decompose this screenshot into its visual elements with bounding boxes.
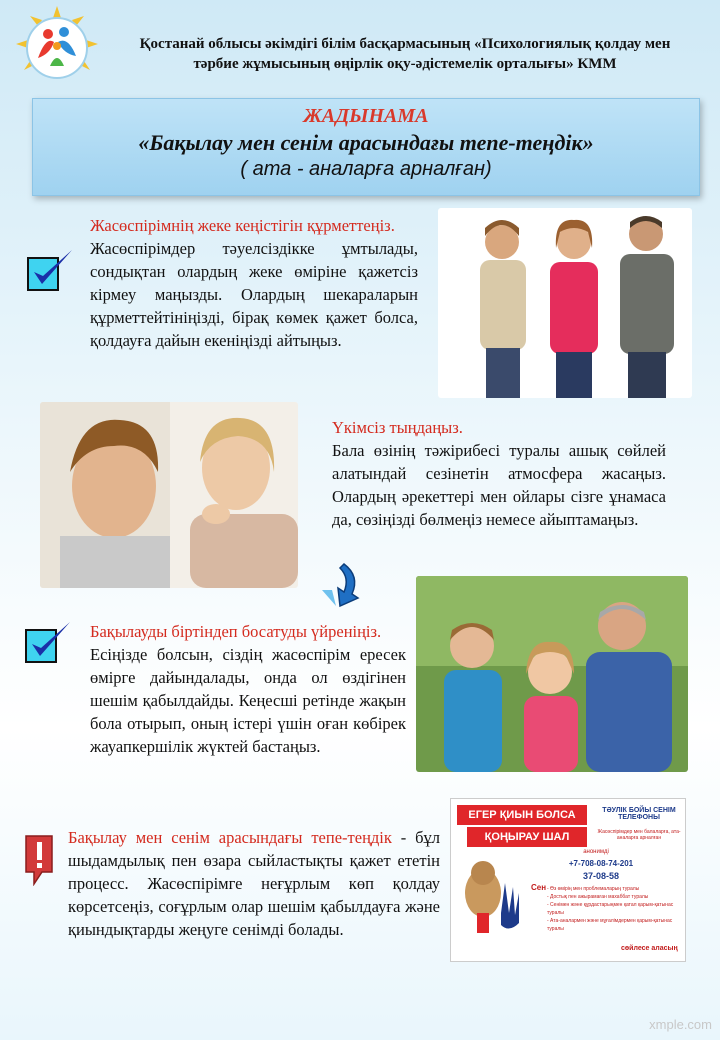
section-3-body: Есіңізде болсын, сіздің жасөспірім ересек өмірге дайындалады, онда ол өздігінен шешім қабылдайды. Кеңесші ретінде жақын бола отырып, оның істері үшін оған көбірек жауапкершілік жүктей бастаңыз. (90, 645, 406, 756)
conclusion (68, 826, 440, 941)
hotline-poster (450, 798, 686, 962)
poster-phone-1: +7-708-08-74-201 (568, 859, 634, 868)
exclamation-icon (22, 832, 56, 886)
section-3 (90, 620, 406, 758)
checkmark-icon (24, 620, 74, 666)
watermark: xmple.com (649, 1017, 712, 1032)
poster-items (547, 885, 683, 933)
section-3-heading: Бақылауды біртіндеп босатуды үйреніңіз. (90, 622, 382, 641)
organization-logo (14, 6, 100, 86)
poster-line-2: ҚОҢЫРАУ ШАЛ (467, 827, 587, 847)
conclusion-text: - бұл шыдамдылық пен өзара сыйластықты қажет ететін процесс. Жасөспірімге неғұрлым көп қолдау көрсетсеңіз, соғұрлым олар шешім қабылдауға және қиындықтарды жеңуге сенімді болады. (68, 828, 440, 939)
poster-item: - Достық пен ажырамаған махаббат туралы (547, 894, 649, 900)
checkmark-icon (26, 248, 76, 294)
section-2 (332, 416, 666, 531)
poster-item: - Сенімен және құрдастарыңмен қатал қарым-қатынас туралы (547, 902, 674, 916)
curved-arrow-icon (316, 560, 364, 610)
conclusion-highlight: Бақылау мен сенім арасындағы тепе-теңдік (68, 828, 392, 847)
section-1-heading: Жасөспірімнің жеке кеңістігін құрметтеңіз. (90, 216, 395, 235)
title-banner (32, 98, 700, 196)
section-1-body: Жасөспірімдер тәуелсіздікке ұмтылады, сондықтан олардың жеке өміріне қажетсіз кірмеу маңызды. Олардың шекараларын құрметтейтініңізді, бірақ көмек қажет болса, қолдауға дайын екеніңізді айтыңыз. (90, 239, 418, 350)
teen-and-mother-photo (40, 402, 298, 588)
poster-item: - Өз өмірің мен проблемаларың туралы (547, 886, 640, 892)
poster-line-1: ЕГЕР ҚИЫН БОЛСА (457, 805, 587, 825)
poster-phone-2: 37-08-58 (582, 871, 620, 881)
org-line-2: тәрбие жұмысының өңірлік оқу-әдістемелік орталығы» КММ (193, 56, 617, 72)
poster-anonymous: анонимді (583, 849, 609, 855)
banner-subtitle: «Бақылау мен сенім арасындағы тепе-теңдік» (138, 130, 594, 155)
poster-item: - Ата-аналармен және мұғалімдермен қарым-қатынас туралы (547, 918, 673, 932)
poster-footer: сөйлесе аласың (621, 945, 678, 952)
poster-sen: Сен (531, 883, 547, 892)
section-2-heading: Үкімсіз тыңдаңыз. (332, 418, 463, 437)
family-photo (438, 208, 692, 398)
banner-title: ЖАДЫНАМА (303, 105, 429, 127)
org-line-1: Қостанай облысы әкімдігі білім басқармасының «Психологиялық қолдау мен (139, 36, 671, 52)
poster-hotline-sub: Жасөспірімдер мен балаларға, ата-аналарға арналған (597, 829, 681, 841)
section-2-body: Бала өзінің тәжірибесі туралы ашық сөйлей алатындай сезінетін атмосфера жасаңыз. Олардың әрекеттері мен ойлары сізге ұнамаса да, сөзіңізді бөлмеңіз немесе айыптамаңыз. (332, 441, 666, 529)
family-outdoor-photo (416, 576, 688, 772)
organization-header (100, 34, 710, 74)
section-1 (90, 214, 418, 352)
poster-hotline-title: ТӘУЛІК БОЙЫ СЕНІМ ТЕЛЕФОНЫ (602, 807, 676, 821)
child-hand-icon (457, 853, 527, 937)
banner-audience: ( ата - аналарға арналған) (240, 158, 492, 180)
